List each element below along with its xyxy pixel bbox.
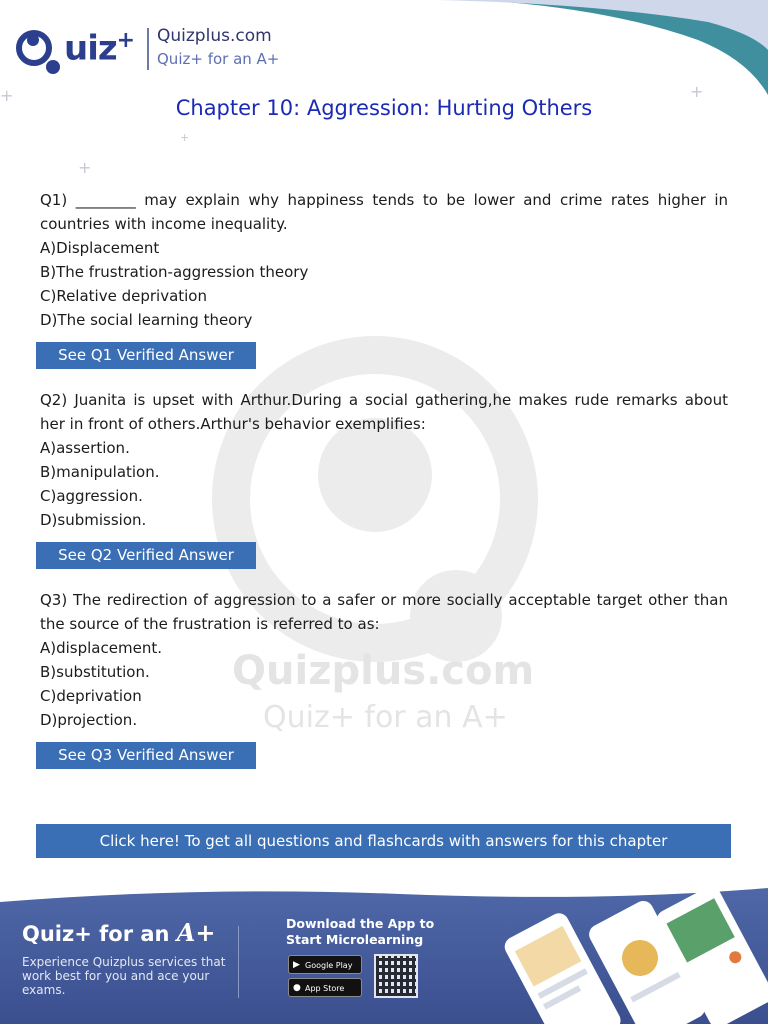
app-phones-illustration	[500, 888, 768, 1024]
watermark-tagline: Quiz+ for an A+	[263, 700, 508, 735]
chapter-title: Chapter 10: Aggression: Hurting Others	[175, 96, 593, 120]
app-store-button[interactable]	[288, 978, 362, 997]
option-c: C)deprivation	[40, 687, 142, 705]
footer-banner	[0, 880, 768, 1024]
question-text: Q1) ________ may explain why happiness tends to be lower and crime rates higher in countries with income inequality.	[40, 191, 728, 233]
option-a: A)displacement.	[40, 639, 162, 657]
question-3	[40, 588, 728, 732]
get-all-questions-button[interactable]: Click here! To get all questions and flashcards with answers for this chapter	[36, 824, 731, 858]
footer-brand-prefix: Quiz+ for an	[22, 922, 170, 946]
google-play-button[interactable]	[288, 955, 362, 974]
brand-name: Quizplus.com	[157, 26, 272, 46]
option-c: C)Relative deprivation	[40, 287, 207, 305]
plus-decoration: +	[690, 82, 704, 101]
quizplus-logo[interactable]	[16, 24, 151, 76]
plus-decoration: +	[0, 86, 14, 105]
apple-icon: ●	[293, 983, 301, 993]
footer-subtitle: Experience Quizplus services that work best for you and ace your exams.	[22, 955, 226, 997]
play-icon: ▶	[293, 960, 300, 970]
option-d: D)projection.	[40, 711, 138, 729]
option-a: A)Displacement	[40, 239, 160, 257]
logo-q-dot	[27, 34, 39, 46]
option-b: B)The frustration-aggression theory	[40, 263, 309, 281]
logo-text: uiz+	[64, 28, 135, 69]
option-b: B)substitution.	[40, 663, 150, 681]
app-store-label: App Store	[305, 984, 345, 993]
option-d: D)The social learning theory	[40, 311, 253, 329]
download-app-text	[286, 916, 456, 948]
footer-divider	[238, 926, 239, 998]
logo-q-tail	[46, 60, 60, 74]
question-1	[40, 188, 728, 332]
download-line-2: Start Microlearning	[286, 932, 424, 947]
footer-brand	[22, 918, 216, 947]
question-2	[40, 388, 728, 532]
option-a: A)assertion.	[40, 439, 130, 457]
qr-code-icon[interactable]	[374, 954, 418, 998]
plus-decoration: +	[78, 158, 92, 177]
plus-decoration: +	[180, 131, 190, 144]
question-text: Q3) The redirection of aggression to a safer or more socially acceptable target other than the source of the frustration is referred to as:	[40, 591, 728, 633]
footer-brand-grade: A+	[176, 918, 216, 947]
download-line-1: Download the App to	[286, 916, 435, 931]
google-play-label: Google Play	[305, 961, 353, 970]
option-b: B)manipulation.	[40, 463, 160, 481]
watermark-name: Quizplus.com	[232, 648, 535, 694]
brand-divider	[147, 28, 149, 70]
option-d: D)submission.	[40, 511, 147, 529]
see-q1-answer-button[interactable]: See Q1 Verified Answer	[36, 342, 256, 369]
see-q3-answer-button[interactable]: See Q3 Verified Answer	[36, 742, 256, 769]
question-text: Q2) Juanita is upset with Arthur.During a social gathering,he makes rude remarks about her in front of others.Arthur's behavior exemplifies:	[40, 391, 728, 433]
logo-plus: +	[116, 28, 135, 53]
see-q2-answer-button[interactable]: See Q2 Verified Answer	[36, 542, 256, 569]
header-swoosh-decoration	[438, 0, 768, 95]
brand-tagline: Quiz+ for an A+	[157, 50, 280, 68]
option-c: C)aggression.	[40, 487, 143, 505]
